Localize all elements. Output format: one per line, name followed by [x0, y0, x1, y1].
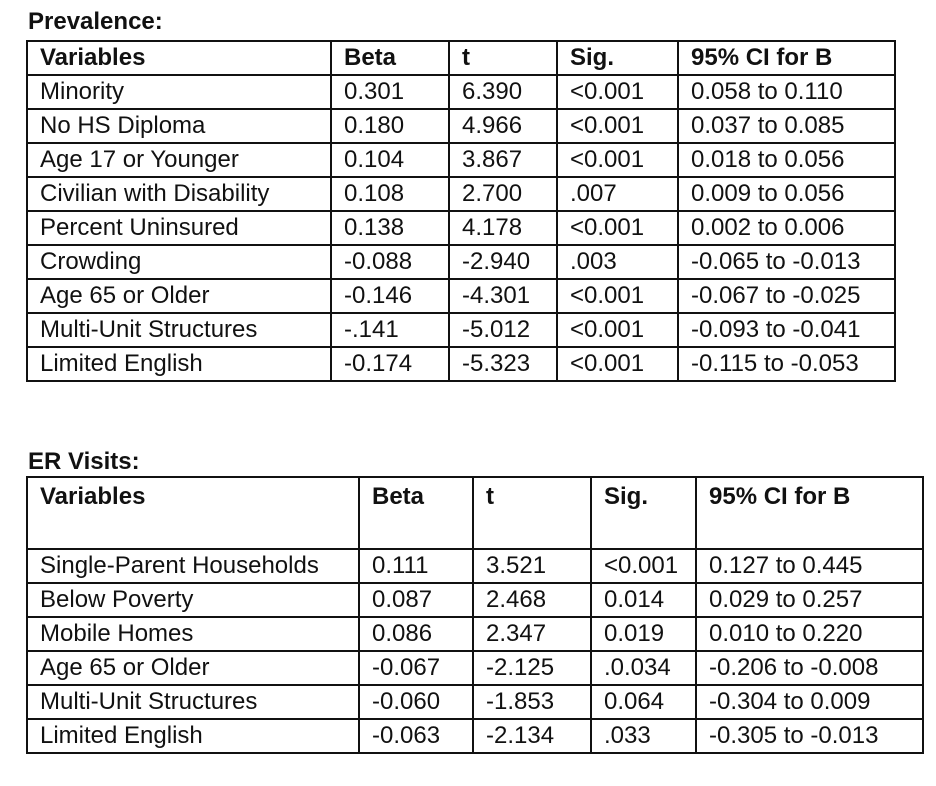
cell-ci: 0.058 to 0.110 [678, 75, 895, 109]
table-row [27, 617, 923, 651]
table-row [27, 211, 895, 245]
cell-sig: .033 [591, 719, 696, 753]
prevalence-title: Prevalence: [28, 8, 163, 35]
cell-t: -5.323 [449, 347, 557, 381]
table-row [27, 347, 895, 381]
cell-beta: -0.067 [359, 651, 473, 685]
cell-t: -1.853 [473, 685, 591, 719]
header-ci: 95% CI for B [678, 41, 895, 75]
header-beta: Beta [359, 477, 473, 549]
cell-t: 2.468 [473, 583, 591, 617]
table-row [27, 583, 923, 617]
cell-ci: -0.305 to -0.013 [696, 719, 923, 753]
cell-beta: 0.138 [331, 211, 449, 245]
cell-sig: 0.014 [591, 583, 696, 617]
header-variable: Variables [27, 41, 331, 75]
cell-variable: Limited English [27, 347, 331, 381]
table-row [27, 109, 895, 143]
cell-t: 2.347 [473, 617, 591, 651]
cell-t: 4.966 [449, 109, 557, 143]
cell-variable: Civilian with Disability [27, 177, 331, 211]
table-row [27, 651, 923, 685]
er-visits-table [26, 476, 924, 754]
cell-variable: Below Poverty [27, 583, 359, 617]
header-t: t [473, 477, 591, 549]
cell-beta: -0.174 [331, 347, 449, 381]
cell-variable: Single-Parent Households [27, 549, 359, 583]
prevalence-header-row [27, 41, 895, 75]
cell-t: 4.178 [449, 211, 557, 245]
table-row [27, 279, 895, 313]
cell-variable: No HS Diploma [27, 109, 331, 143]
cell-t: 6.390 [449, 75, 557, 109]
cell-sig: .0.034 [591, 651, 696, 685]
cell-variable: Age 65 or Older [27, 279, 331, 313]
cell-variable: Multi-Unit Structures [27, 313, 331, 347]
cell-variable: Multi-Unit Structures [27, 685, 359, 719]
cell-beta: -.141 [331, 313, 449, 347]
cell-ci: -0.067 to -0.025 [678, 279, 895, 313]
cell-ci: -0.206 to -0.008 [696, 651, 923, 685]
cell-sig: <0.001 [557, 211, 678, 245]
prevalence-table [26, 40, 896, 382]
cell-ci: 0.037 to 0.085 [678, 109, 895, 143]
cell-t: -2.125 [473, 651, 591, 685]
table-row [27, 719, 923, 753]
cell-beta: -0.060 [359, 685, 473, 719]
cell-ci: -0.065 to -0.013 [678, 245, 895, 279]
cell-sig: <0.001 [557, 279, 678, 313]
cell-beta: 0.108 [331, 177, 449, 211]
cell-sig: 0.019 [591, 617, 696, 651]
cell-ci: -0.304 to 0.009 [696, 685, 923, 719]
cell-sig: <0.001 [557, 109, 678, 143]
er-visits-header-row [27, 477, 923, 549]
cell-t: 3.867 [449, 143, 557, 177]
cell-ci: 0.010 to 0.220 [696, 617, 923, 651]
header-ci: 95% CI for B [696, 477, 923, 549]
cell-t: -4.301 [449, 279, 557, 313]
table-row [27, 549, 923, 583]
table-row [27, 313, 895, 347]
cell-ci: 0.018 to 0.056 [678, 143, 895, 177]
cell-sig: <0.001 [591, 549, 696, 583]
cell-t: 3.521 [473, 549, 591, 583]
cell-t: 2.700 [449, 177, 557, 211]
cell-t: -5.012 [449, 313, 557, 347]
header-t: t [449, 41, 557, 75]
cell-beta: -0.063 [359, 719, 473, 753]
cell-sig: 0.064 [591, 685, 696, 719]
table-row [27, 245, 895, 279]
cell-sig: <0.001 [557, 313, 678, 347]
cell-variable: Limited English [27, 719, 359, 753]
er-visits-body [27, 549, 923, 753]
cell-sig: <0.001 [557, 347, 678, 381]
cell-sig: .007 [557, 177, 678, 211]
header-variable: Variables [27, 477, 359, 549]
cell-beta: -0.088 [331, 245, 449, 279]
cell-beta: 0.087 [359, 583, 473, 617]
cell-beta: 0.180 [331, 109, 449, 143]
cell-variable: Mobile Homes [27, 617, 359, 651]
header-sig: Sig. [557, 41, 678, 75]
table-row [27, 75, 895, 109]
cell-variable: Age 65 or Older [27, 651, 359, 685]
cell-beta: 0.104 [331, 143, 449, 177]
header-beta: Beta [331, 41, 449, 75]
header-sig: Sig. [591, 477, 696, 549]
er-visits-title: ER Visits: [28, 448, 140, 475]
cell-variable: Minority [27, 75, 331, 109]
cell-variable: Crowding [27, 245, 331, 279]
cell-sig: .003 [557, 245, 678, 279]
cell-t: -2.940 [449, 245, 557, 279]
cell-variable: Age 17 or Younger [27, 143, 331, 177]
cell-beta: 0.301 [331, 75, 449, 109]
cell-sig: <0.001 [557, 75, 678, 109]
cell-variable: Percent Uninsured [27, 211, 331, 245]
cell-t: -2.134 [473, 719, 591, 753]
cell-beta: 0.086 [359, 617, 473, 651]
cell-ci: -0.115 to -0.053 [678, 347, 895, 381]
prevalence-body [27, 75, 895, 381]
cell-beta: -0.146 [331, 279, 449, 313]
cell-ci: 0.009 to 0.056 [678, 177, 895, 211]
table-row [27, 143, 895, 177]
cell-ci: -0.093 to -0.041 [678, 313, 895, 347]
cell-ci: 0.127 to 0.445 [696, 549, 923, 583]
cell-sig: <0.001 [557, 143, 678, 177]
table-row [27, 177, 895, 211]
cell-beta: 0.111 [359, 549, 473, 583]
table-row [27, 685, 923, 719]
cell-ci: 0.002 to 0.006 [678, 211, 895, 245]
cell-ci: 0.029 to 0.257 [696, 583, 923, 617]
